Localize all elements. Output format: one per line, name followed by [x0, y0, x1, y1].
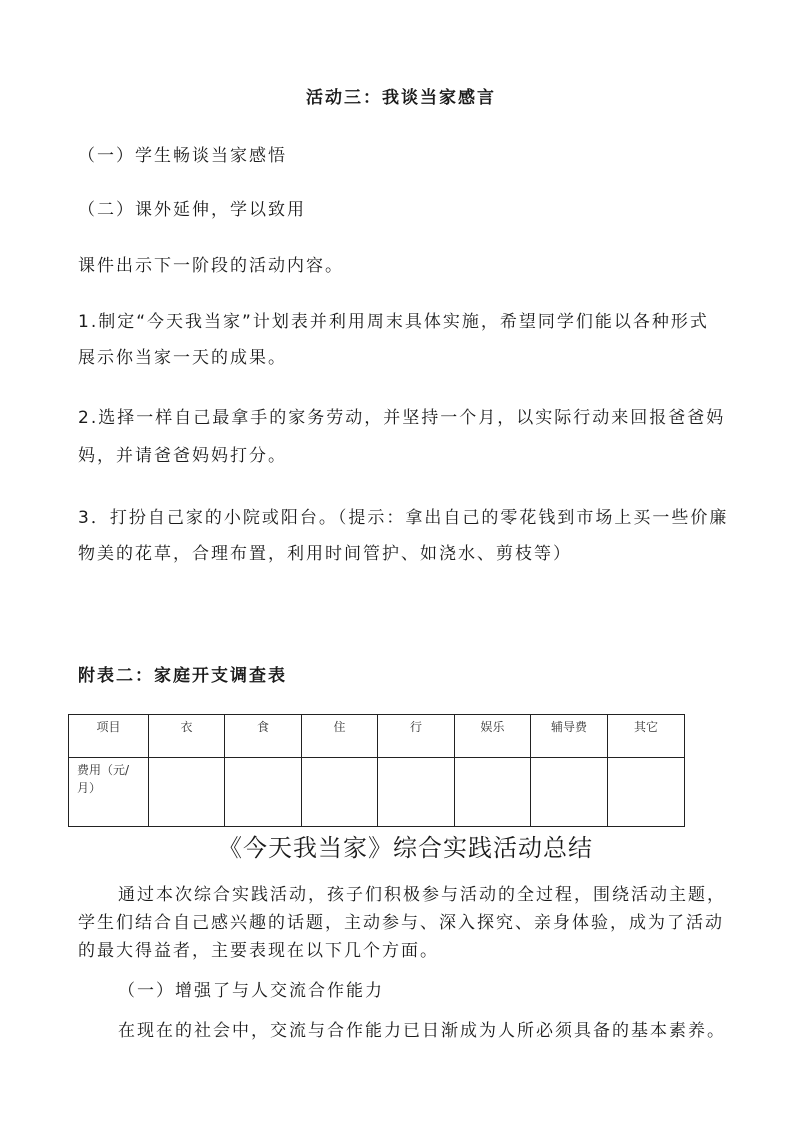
- table-row: [69, 758, 685, 827]
- row-label-line-1: 费用（元/: [77, 763, 130, 777]
- point-2-line-1: 2.选择一样自己最拿手的家务劳动，并坚持一个月，以实际行动来回报爸爸妈: [78, 408, 726, 428]
- point-3-line-1: 3．打扮自己家的小院或阳台。（提示：拿出自己的零花钱到市场上买一些价廉: [78, 508, 729, 528]
- table-cell: [455, 758, 531, 827]
- activity-title: 活动三：我谈当家感言: [306, 88, 496, 108]
- summary-title: 《今天我当家》综合实践活动总结: [218, 834, 593, 862]
- activity-item-2: （二）课外延伸，学以致用: [78, 200, 306, 220]
- row-label-line-2: 月）: [77, 781, 102, 795]
- table-header-cell: 住: [302, 715, 378, 758]
- table-header-cell: 食: [225, 715, 302, 758]
- point-3-line-2: 物美的花草，合理布置，利用时间管护、如浇水、剪枝等）: [78, 544, 572, 564]
- activity-item-1: （一）学生畅谈当家感悟: [78, 146, 287, 166]
- table-cell: [225, 758, 302, 827]
- table-row-label: [69, 758, 149, 827]
- summary-para-1-line-1: 通过本次综合实践活动，孩子们积极参与活动的全过程，围绕活动主题，: [118, 885, 726, 905]
- table-header-cell: 衣: [149, 715, 225, 758]
- table-header-cell: 娱乐: [455, 715, 531, 758]
- expense-survey-table: [68, 714, 685, 827]
- table-cell: [149, 758, 225, 827]
- point-2-line-2: 妈，并请爸爸妈妈打分。: [78, 446, 287, 466]
- table-header-cell: 项目: [69, 715, 149, 758]
- summary-para-2-line-1: 在现在的社会中，交流与合作能力已日渐成为人所必须具备的基本素养。: [118, 1021, 726, 1041]
- table-cell: [302, 758, 378, 827]
- table-header-cell: 辅导费: [531, 715, 608, 758]
- table-cell: [531, 758, 608, 827]
- summary-para-1-line-2: 学生们结合自己感兴趣的话题，主动参与、深入探究、亲身体验，成为了活动: [78, 913, 724, 933]
- table-header-row: [69, 715, 685, 758]
- table-cell: [378, 758, 455, 827]
- summary-para-1-line-3: 的最大得益者，主要表现在以下几个方面。: [78, 941, 439, 961]
- table-header-cell: 行: [378, 715, 455, 758]
- activity-intro: 课件出示下一阶段的活动内容。: [78, 256, 344, 276]
- point-1-line-1: 1.制定“今天我当家”计划表并利用周末具体实施，希望同学们能以各种形式: [78, 312, 709, 332]
- summary-section-1-heading: （一）增强了与人交流合作能力: [118, 981, 384, 1001]
- table-header-cell: 其它: [608, 715, 685, 758]
- point-1-line-2: 展示你当家一天的成果。: [78, 348, 287, 368]
- table-cell: [608, 758, 685, 827]
- appendix-title: 附表二：家庭开支调查表: [78, 666, 287, 686]
